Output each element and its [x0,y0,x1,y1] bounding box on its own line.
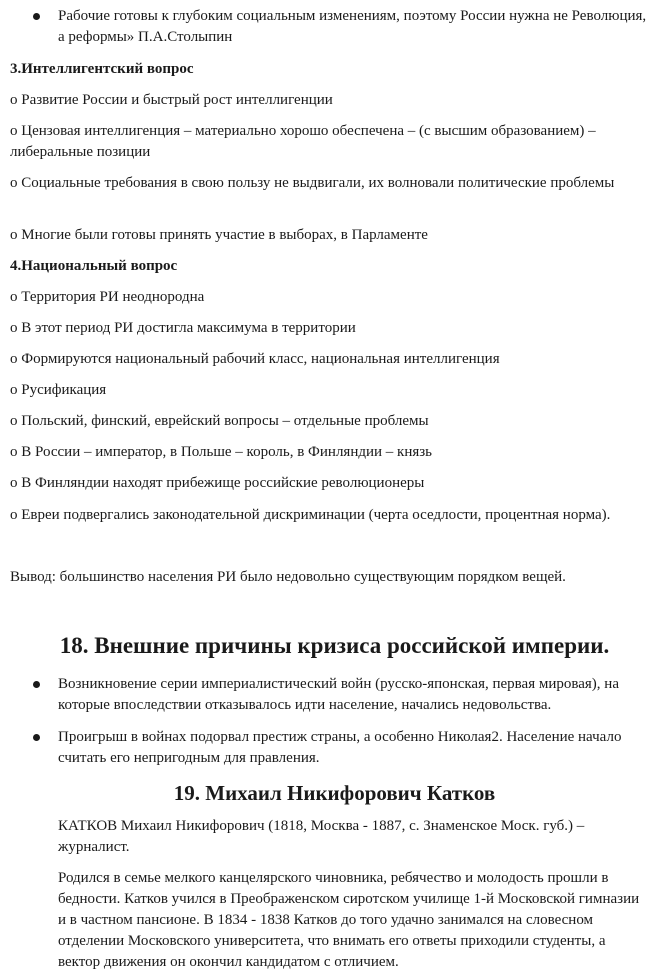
bullet-text: Возникновение серии империалистический войн (русско-японская, первая мировая), на которые впоследствии отказывалось идти население, начались недовольства. [58,676,619,713]
list-item: o В России – император, в Польше – король, в Финляндии – князь [10,444,433,460]
bullet-dot-icon [33,734,40,741]
list-item: o Многие были готовы принять участие в выборах, в Парламенте [10,227,428,243]
bullet-text: Рабочие готовы к глубоким социальным изменениям, поэтому России нужна не Революция, а реформы» П.А.Столыпин [58,8,647,45]
bullet-dot-icon [33,13,40,20]
section-heading: 4.Национальный вопрос [10,258,178,274]
bullet-text: Проигрыш в войнах подорвал престиж страны, а особенно Николая2. Население начало считать его непригодным для правления. [58,729,622,766]
list-item: o Евреи подвергались законодательной дискриминации (черта оседлости, процентная норма). [10,507,611,523]
list-item: o Цензовая интеллигенция – материально хорошо обеспечена – (с высшим образованием) – либеральные позиции [10,123,596,160]
bullet-dot-icon [33,681,40,688]
section-title: 18. Внешние причины кризиса российской империи. [59,633,610,658]
bullet-item [58,727,648,769]
list-item: o Формируются национальный рабочий класс, национальная интеллигенция [10,351,500,367]
list-item: o Польский, финский, еврейский вопросы – отдельные проблемы [10,413,429,429]
list-item: o Социальные требования в свою пользу не выдвигали, их волновали политические проблемы [10,175,615,191]
section-heading: 3.Интеллигентский вопрос [10,61,194,77]
list-item: o В этот период РИ достигла максимума в территории [10,320,356,336]
paragraph: Родился в семье мелкого канцелярского чиновника, ребячество и молодость прошли в бедности. Катков учился в Преображенском сиротском училище 1-й Московской гимназии и в частном пансионе. В 1834 - 1838 Катков до того удачно занимался на словесном отделении Московского университета, что внимать его ответы приходили студенты, а вектор движения он окончил кандидатом с отличием. [58,870,640,970]
section-title: 19. Михаил Никифорович Катков [173,781,496,805]
list-item: o В Финляндии находят прибежище российские революционеры [10,475,425,491]
list-item: o Русификация [10,382,107,398]
list-item: o Развитие России и быстрый рост интеллигенции [10,92,333,108]
bullet-item [58,6,648,48]
list-item: o Территория РИ неоднородна [10,289,205,305]
bullet-item [58,674,648,716]
paragraph: КАТКОВ Михаил Никифорович (1818, Москва - 1887, с. Знаменское Моск. губ.) – журналист. [58,818,585,855]
conclusion-text: Вывод: большинство населения РИ было недовольно существующим порядком вещей. [10,569,566,585]
